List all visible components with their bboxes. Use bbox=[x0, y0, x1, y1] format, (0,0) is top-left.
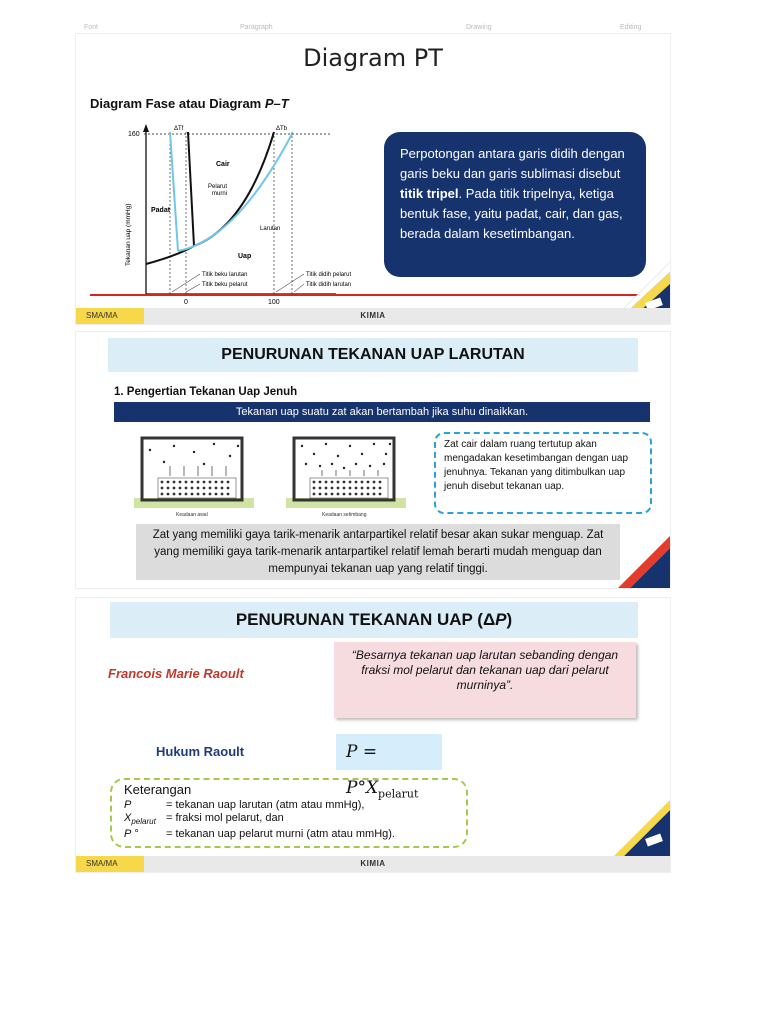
footer-subject: KIMIA bbox=[360, 859, 386, 868]
solvent-freezing-curve bbox=[188, 132, 194, 246]
raoult-formula: $P = P^\circ X_{pelarut}$ bbox=[336, 734, 442, 770]
raoult-quote: “Besarnya tekanan uap larutan sebanding dengan fraksi mol pelarut dan tekanan uap dari pelarut murninya”. bbox=[334, 642, 636, 718]
legend-symbol: $X_{pelarut}$ bbox=[124, 812, 156, 827]
section-heading: 1. Pengertian Tekanan Uap Jenuh bbox=[114, 386, 298, 398]
legend-didih-pelarut: Titik didih pelarut bbox=[306, 272, 352, 278]
red-divider bbox=[90, 294, 642, 296]
legend-symbol: P ° bbox=[124, 828, 139, 841]
solution-vapor-curve bbox=[178, 134, 292, 251]
leader-line bbox=[186, 284, 200, 292]
law-label: Hukum Raoult bbox=[156, 744, 245, 759]
slide-title: PENURUNAN TEKANAN UAP (ΔP) bbox=[110, 602, 638, 638]
legend-row bbox=[124, 812, 454, 828]
scientist-name: Francois Marie Raoult bbox=[108, 666, 244, 681]
caption-initial: Keadaan awal bbox=[176, 512, 208, 518]
slide-footer bbox=[76, 308, 670, 324]
region-padat: Padat bbox=[151, 207, 171, 214]
legend-beku-larutan: Titik beku larutan bbox=[202, 272, 248, 278]
evaporation-explanation: Zat yang memiliki gaya tarik-menarik antarpartikel relatif besar akan sukar menguap. Zat yang memiliki gaya tarik-menarik antarpartikel relatif lemah berarti mudah menguap dan mempunyai tekanan uap yang relatif tinggi. bbox=[136, 524, 620, 580]
y-tick-160: 160 bbox=[128, 131, 140, 138]
leader-line bbox=[294, 284, 304, 292]
corner-decoration bbox=[610, 796, 670, 856]
container-illustration-initial bbox=[134, 436, 254, 512]
region-cair: Cair bbox=[216, 161, 230, 168]
slide-subtitle: Diagram Fase atau Diagram P–T bbox=[90, 96, 289, 111]
y-axis-label: Tekanan uap (mmHg) bbox=[125, 203, 132, 266]
slide-penurunan-tekanan-uap bbox=[76, 598, 670, 872]
leader-line bbox=[276, 274, 304, 292]
phase-diagram bbox=[116, 118, 416, 308]
triple-point-callout: Perpotongan antara garis didih dengan garis beku dan garis sublimasi disebut titik tripel. Pada titik tripelnya, ketiga bentuk fase, yaitu padat, cair, dan gas, berada dalam kesetimbangan. bbox=[384, 132, 646, 277]
ribbon-label-drawing: Drawing bbox=[466, 24, 492, 31]
legend-symbol: P bbox=[124, 799, 132, 811]
vapor-pressure-definition: Zat cair dalam ruang tertutup akan mengadakan kesetimbangan dengan uap jenuhnya. Tekanan yang ditimbulkan uap jenuh disebut tekanan uap. bbox=[434, 432, 652, 514]
legend-title: Keterangan bbox=[124, 782, 192, 797]
legend-desc: = fraksi mol pelarut, dan bbox=[166, 812, 284, 824]
ribbon-label-editing: Editing bbox=[620, 24, 642, 31]
legend-didih-larutan: Titik didih larutan bbox=[306, 282, 352, 288]
caption-equilibrium: Keadaan setimbang bbox=[322, 512, 367, 518]
slide-diagram-pt bbox=[76, 34, 670, 324]
solution-freezing-curve bbox=[170, 132, 178, 251]
ribbon-label-paragraph: Paragraph bbox=[240, 24, 273, 31]
footer-level: SMA/MA bbox=[76, 308, 144, 324]
label-larutan: Larutan bbox=[260, 226, 281, 232]
x-tick-100: 100 bbox=[268, 299, 280, 306]
corner-decoration bbox=[610, 528, 670, 588]
solvent-vapor-curve bbox=[146, 132, 274, 264]
delta-tf-label: ΔTf bbox=[174, 126, 184, 132]
legend-box bbox=[110, 778, 468, 848]
legend-row bbox=[124, 799, 454, 812]
region-uap: Uap bbox=[238, 253, 252, 260]
legend-desc: = tekanan uap larutan (atm atau mmHg), bbox=[166, 799, 365, 811]
footer-subject: KIMIA bbox=[360, 311, 386, 320]
container-illustration-equilibrium bbox=[286, 436, 406, 512]
slide-footer bbox=[76, 856, 670, 872]
label-murni: murni bbox=[212, 191, 228, 197]
delta-tb-label: ΔTb bbox=[276, 126, 288, 132]
legend-row bbox=[124, 828, 454, 841]
legend-beku-pelarut: Titik beku pelarut bbox=[202, 282, 248, 288]
x-tick-0: 0 bbox=[184, 299, 188, 306]
slide-penurunan-tekanan-uap-larutan bbox=[76, 332, 670, 588]
y-axis-arrow bbox=[143, 124, 149, 132]
slide-title: Diagram PT bbox=[303, 44, 443, 72]
ribbon-group-labels bbox=[76, 24, 670, 34]
label-pelarut: Pelarut bbox=[208, 184, 228, 190]
slide-title: PENURUNAN TEKANAN UAP LARUTAN bbox=[108, 338, 638, 372]
definition-bar: Tekanan uap suatu zat akan bertambah jika suhu dinaikkan. bbox=[114, 402, 650, 422]
footer-level: SMA/MA bbox=[76, 856, 144, 872]
legend-desc: = tekanan uap pelarut murni (atm atau mmHg). bbox=[166, 828, 395, 841]
ribbon-label-font: Font bbox=[84, 24, 99, 31]
